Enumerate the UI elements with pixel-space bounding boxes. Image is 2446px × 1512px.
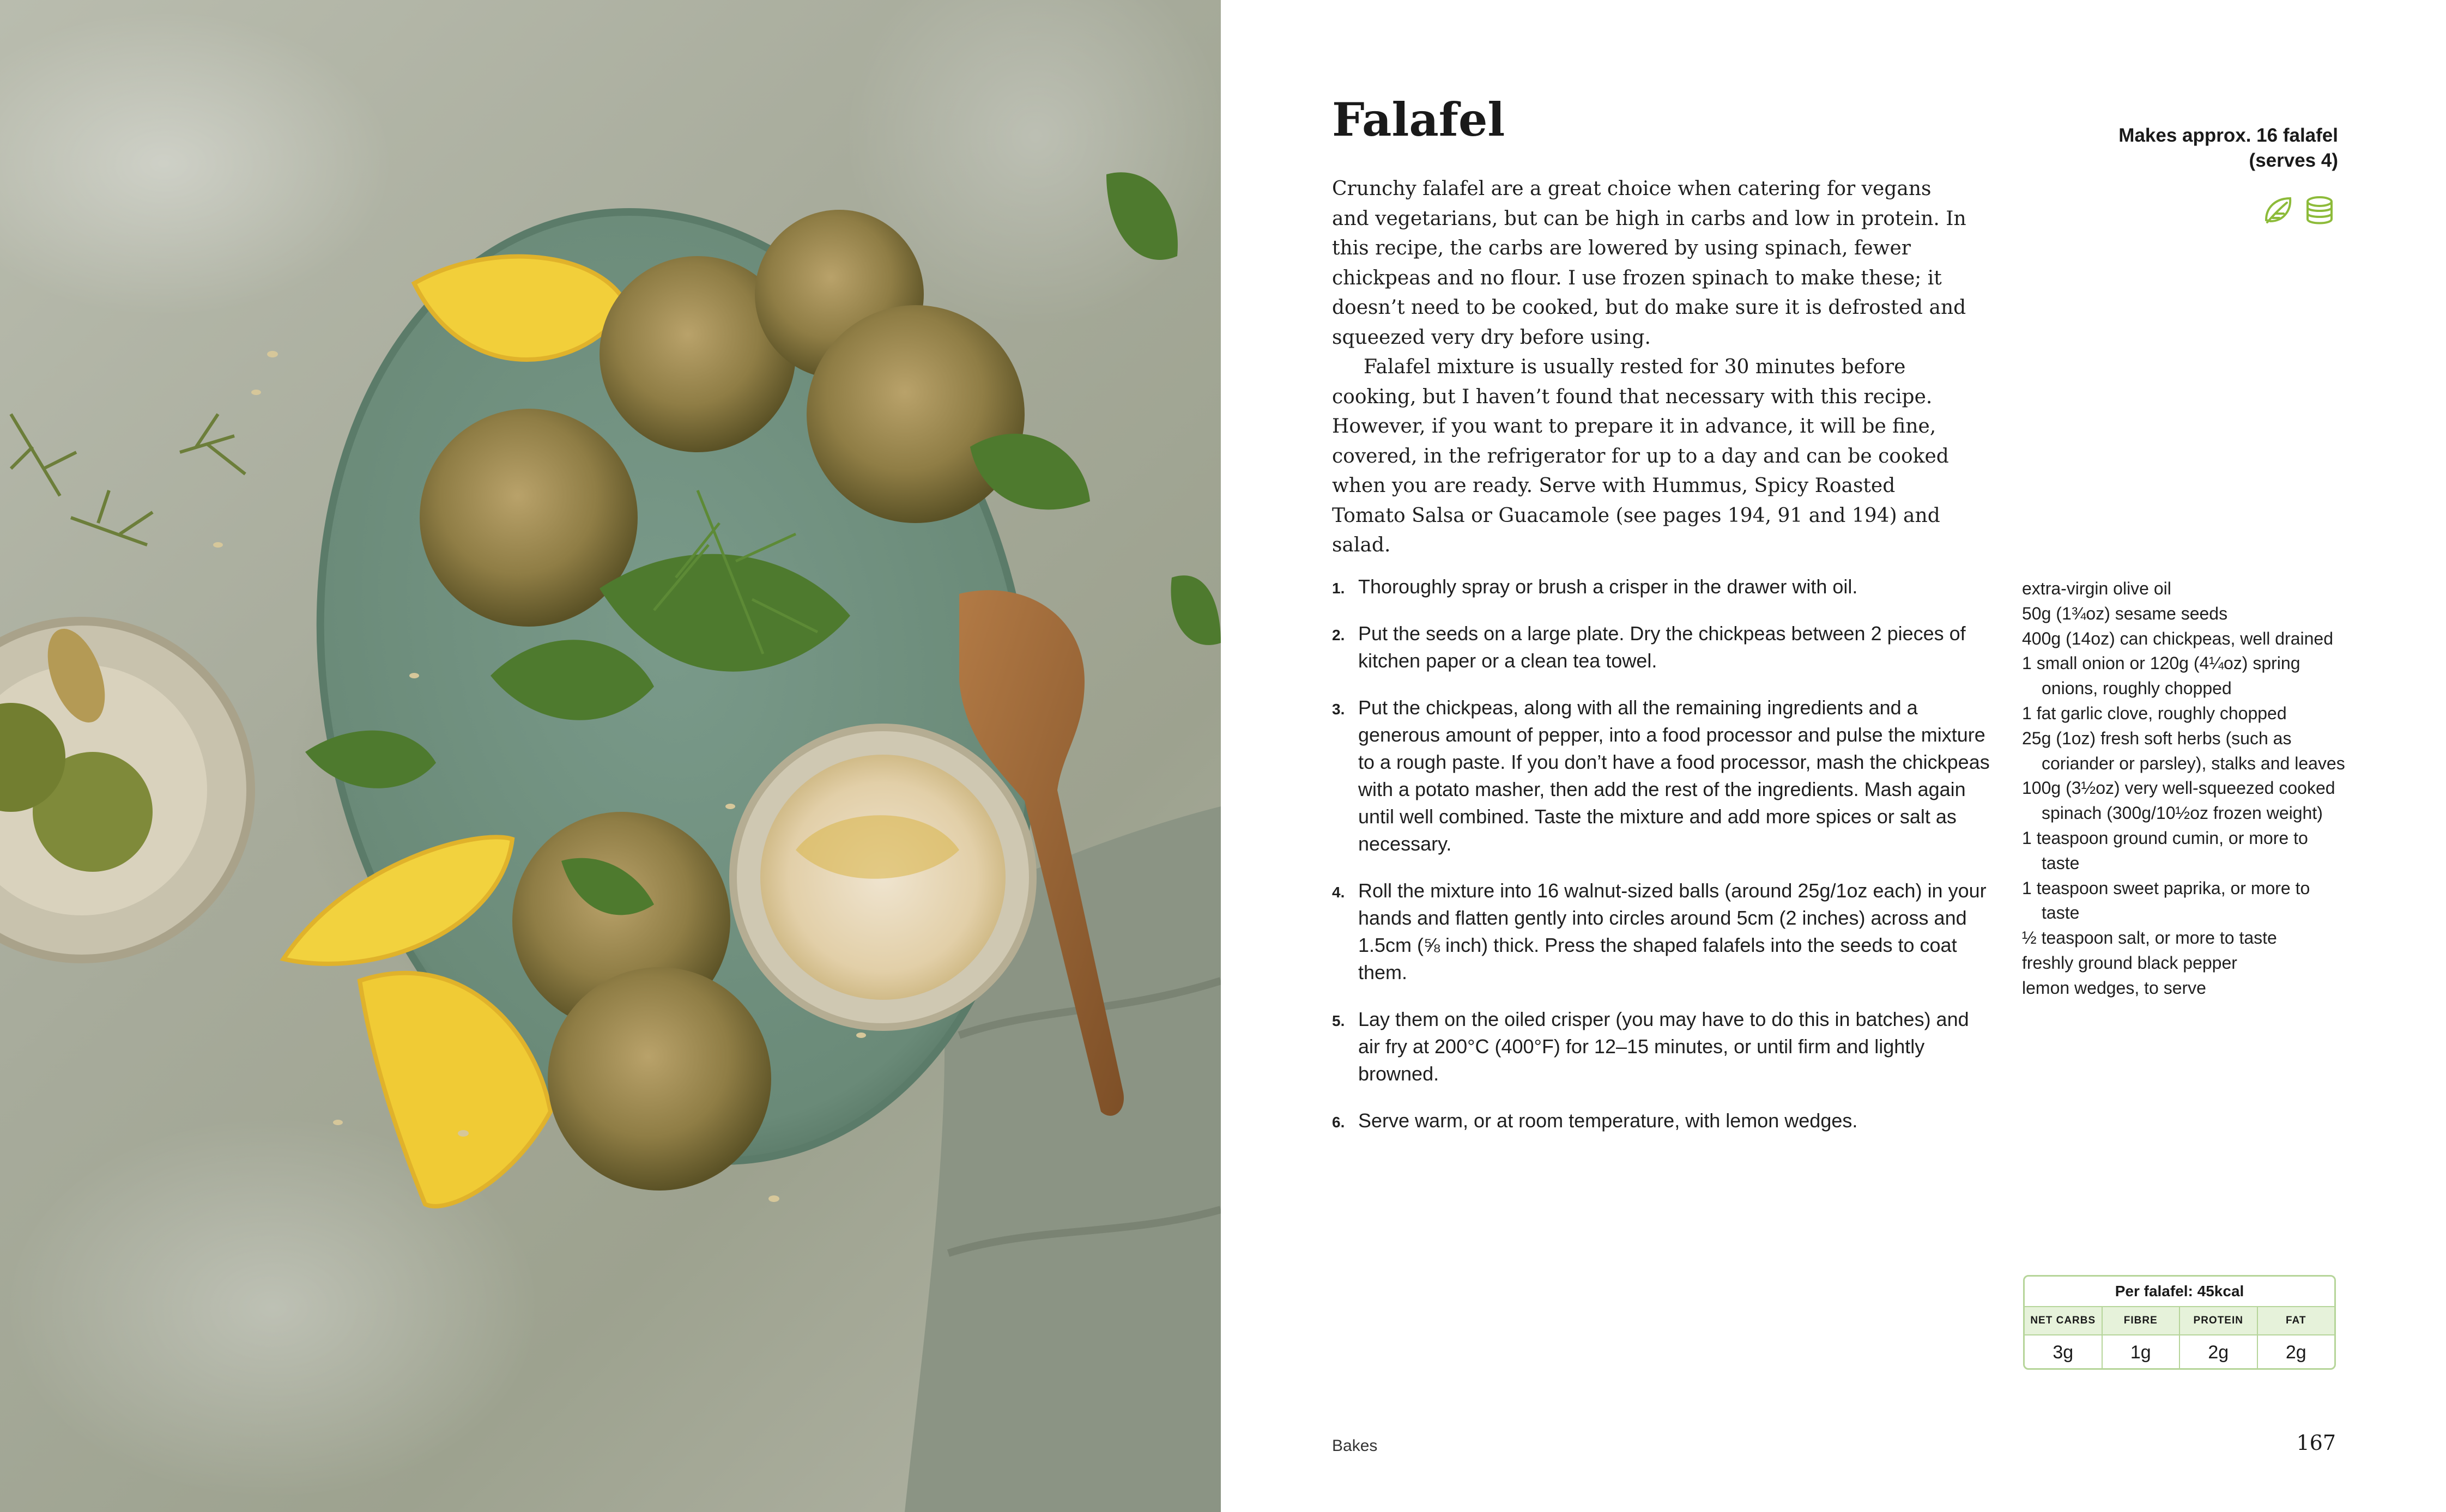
- step-text: Serve warm, or at room temperature, with lemon wedges.: [1358, 1109, 1858, 1132]
- nutrition-value: 2g: [2257, 1334, 2335, 1369]
- ingredient-item: 50g (1¾oz) sesame seeds: [2022, 603, 2228, 623]
- nutrition-label: FIBRE: [2102, 1307, 2179, 1334]
- nutrition-label: FAT: [2257, 1307, 2335, 1334]
- step-text: Lay them on the oiled crisper (you may have to do this in batches) and air fry at 200°C (400°F) for 12–15 minutes, or until firm and lightly browned.: [1358, 1008, 1969, 1085]
- recipe-title: Falafel: [1332, 93, 1505, 147]
- section-name: Bakes: [1332, 1437, 1378, 1455]
- vegan-leaf-icon: [2266, 198, 2290, 222]
- step-text: Roll the mixture into 16 walnut-sized balls (around 25g/1oz each) in your hands and flatten gently into circles around 5cm (2 inches) across and 1.5cm (⅝ inch) thick. Press the shaped falafels into the seeds to coat them.: [1358, 879, 1987, 983]
- ingredient-item: extra-virgin olive oil: [2022, 579, 2171, 598]
- recipe-photo: [0, 0, 1221, 1512]
- ingredient-item: 1 fat garlic clove, roughly chopped: [2022, 703, 2287, 723]
- page-number: 167: [2296, 1431, 2336, 1455]
- servings-line: (serves 4): [2249, 150, 2338, 171]
- step-number: 3.: [1332, 701, 1345, 718]
- ingredient-item: 1 teaspoon sweet paprika, or more to taste: [2022, 878, 2310, 923]
- step-number: 6.: [1332, 1114, 1345, 1131]
- dill-sprigs: [11, 414, 245, 545]
- method-step: [1332, 573, 1991, 600]
- step-text: Put the chickpeas, along with all the remaining ingredients and a generous amount of pepper, into a food processor and pulse the mixture to a rough paste. If you don’t have a food processor, mash the chickpeas with a potato masher, then add the rest of the ingredients. Mash again until well combined. Taste the mixture and add more spices or salt as necessary.: [1358, 696, 1990, 855]
- falafel-photo-illustration: [0, 0, 1221, 1512]
- ingredient-item: 1 teaspoon ground cumin, or more to taste: [2022, 828, 2308, 873]
- method-step: [1332, 1107, 1991, 1134]
- method-step: [1332, 877, 1991, 986]
- step-text: Put the seeds on a large plate. Dry the chickpeas between 2 pieces of kitchen paper or a clean tea towel.: [1358, 622, 1966, 672]
- nutrition-label: NET CARBS: [2030, 1315, 2096, 1326]
- step-number: 1.: [1332, 580, 1345, 597]
- step-number: 5.: [1332, 1012, 1345, 1029]
- recipe-introduction: [1332, 174, 1970, 561]
- ingredient-item: 100g (3½oz) very well-squeezed cooked spinach (300g/10½oz frozen weight): [2022, 778, 2335, 823]
- diet-icons: [2262, 192, 2338, 230]
- step-number: 4.: [1332, 884, 1345, 901]
- ingredient-item: 25g (1oz) fresh soft herbs (such as coriander or parsley), stalks and leaves: [2022, 728, 2345, 773]
- intro-paragraph: Falafel mixture is usually rested for 30 minutes before cooking, but I haven’t found that necessary with this recipe. However, if you want to prepare it in advance, it will be fine, covered, in the refrigerator for up to a day and can be cooked when you are ready. Serve with Hummus, Spicy Roasted Tomato Salsa or Guacamole (see pages 194, 91 and 194) and salad.: [1332, 356, 1949, 556]
- ingredients-list: [2022, 576, 2349, 1001]
- yield-info: [1962, 123, 2338, 173]
- method-steps: [1332, 573, 1991, 1154]
- nutrition-value: 2g: [2179, 1334, 2257, 1369]
- step-number: 2.: [1332, 627, 1345, 643]
- yield-line: Makes approx. 16 falafel: [2118, 125, 2338, 146]
- nutrition-labels-row: [2025, 1306, 2334, 1334]
- method-step: [1332, 620, 1991, 675]
- ingredient-item: lemon wedges, to serve: [2022, 977, 2206, 998]
- method-step: [1332, 1006, 1991, 1088]
- ingredient-item: 400g (14oz) can chickpeas, well drained: [2022, 628, 2333, 648]
- nutrition-values-row: [2025, 1334, 2334, 1369]
- method-step: [1332, 694, 1991, 858]
- intro-paragraph: Crunchy falafel are a great choice when catering for vegans and vegetarians, but can be high in carbs and low in protein. In this recipe, the carbs are lowered by using spinach, fewer chickpeas and no flour. I use frozen spinach to make these; it doesn’t need to be cooked, but do make sure it is defrosted and squeezed very dry before using.: [1332, 178, 1966, 349]
- nutrition-value: 3g: [2025, 1334, 2102, 1369]
- ingredient-item: ½ teaspoon salt, or more to taste: [2022, 928, 2277, 948]
- ingredient-item: 1 small onion or 120g (4¼oz) spring onions, roughly chopped: [2022, 653, 2300, 699]
- nutrition-header: Per falafel: 45kcal: [2115, 1283, 2244, 1300]
- nutrition-value: 1g: [2102, 1334, 2179, 1369]
- nutrition-label: PROTEIN: [2179, 1307, 2257, 1334]
- coin-stack-icon: [2308, 197, 2332, 223]
- step-text: Thoroughly spray or brush a crisper in the drawer with oil.: [1358, 575, 1858, 598]
- ingredient-item: freshly ground black pepper: [2022, 952, 2237, 973]
- nutrition-table: [2023, 1275, 2336, 1370]
